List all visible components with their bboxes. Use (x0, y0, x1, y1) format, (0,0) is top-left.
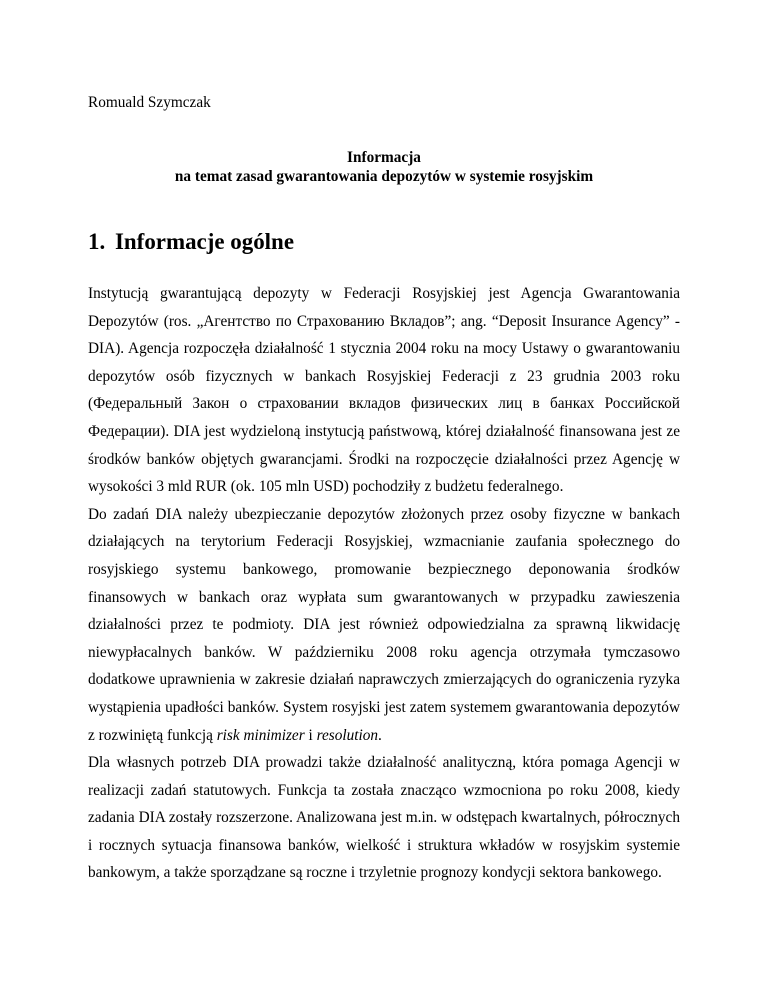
section-number: 1. (88, 229, 106, 254)
paragraph-2-end: . (378, 726, 382, 744)
paragraph-3: Dla własnych potrzeb DIA prowadzi także działalność analityczną, która pomaga Agencji w realizacji zadań statutowych. Funkcja ta została znacząco wzmocniona po roku 2008, kiedy zadania DIA zostały rozszerzone. Analizowana jest m.in. w odstępach kwartalnych, półrocznych i rocznych sytuacja finansowa banków, wielkość i struktura wkładów w rosyjskim systemie bankowym, a także sporządzane są roczne i trzyletnie prognozy kondycji sektora bankowego. (88, 754, 680, 882)
section-heading-text: Informacje ogólne (115, 229, 294, 254)
paragraph-1: Instytucją gwarantującą depozyty w Federacji Rosyjskiej jest Agencja Gwarantowania Depozytów (ros. „Агентство по Страхованию Вкладов”; ang. “Deposit Insurance Agency” - DIA). Agencja rozpoczęła działalność 1 stycznia 2004 roku na mocy Ustawy o gwarantowaniu depozytów osób fizycznych w bankach Rosyjskiej Federacji z 23 grudnia 2003 roku (Федеральный Закон о страховании вкладов физических лиц в банках Российской Федерации). DIA jest wydzieloną instytucją państwową, której działalność finansowana jest ze środków banków objętych gwarancjami. Środki na rozpoczęcie działalności przez Agencję w wysokości 3 mld RUR (ok. 105 mln USD) pochodziły z budżetu federalnego. (88, 285, 680, 496)
term-risk-minimizer: risk minimizer (216, 726, 305, 744)
document-body (88, 280, 680, 887)
paragraph-2 (88, 501, 680, 749)
document-subtitle: na temat zasad gwarantowania depozytów w systemie rosyjskim (174, 168, 594, 185)
term-resolution: resolution (316, 726, 379, 744)
paragraph-2-connector: i (304, 726, 317, 744)
section-heading (88, 229, 294, 254)
document-title: Informacja (347, 149, 421, 166)
author-name: Romuald Szymczak (88, 94, 211, 111)
paragraph-2-text: Do zadań DIA należy ubezpieczanie depozytów złożonych przez osoby fizyczne w bankach działających na terytorium Federacji Rosyjskiej, wzmacnianie zaufania społecznego do rosyjskiego systemu bankowego, promowanie bezpiecznego deponowania środków finansowych w bankach oraz wypłata sum gwarantowanych w przypadku zawieszenia działalności przez te podmioty. DIA jest również odpowiedzialna za sprawną likwidację niewypłacalnych banków. W październiku 2008 roku agencja otrzymała tymczasowo dodatkowe uprawnienia w zakresie działań naprawczych zmierzających do ograniczenia ryzyka wystąpienia upadłości banków. System rosyjski jest zatem systemem gwarantowania depozytów z rozwiniętą funkcją (88, 505, 680, 744)
